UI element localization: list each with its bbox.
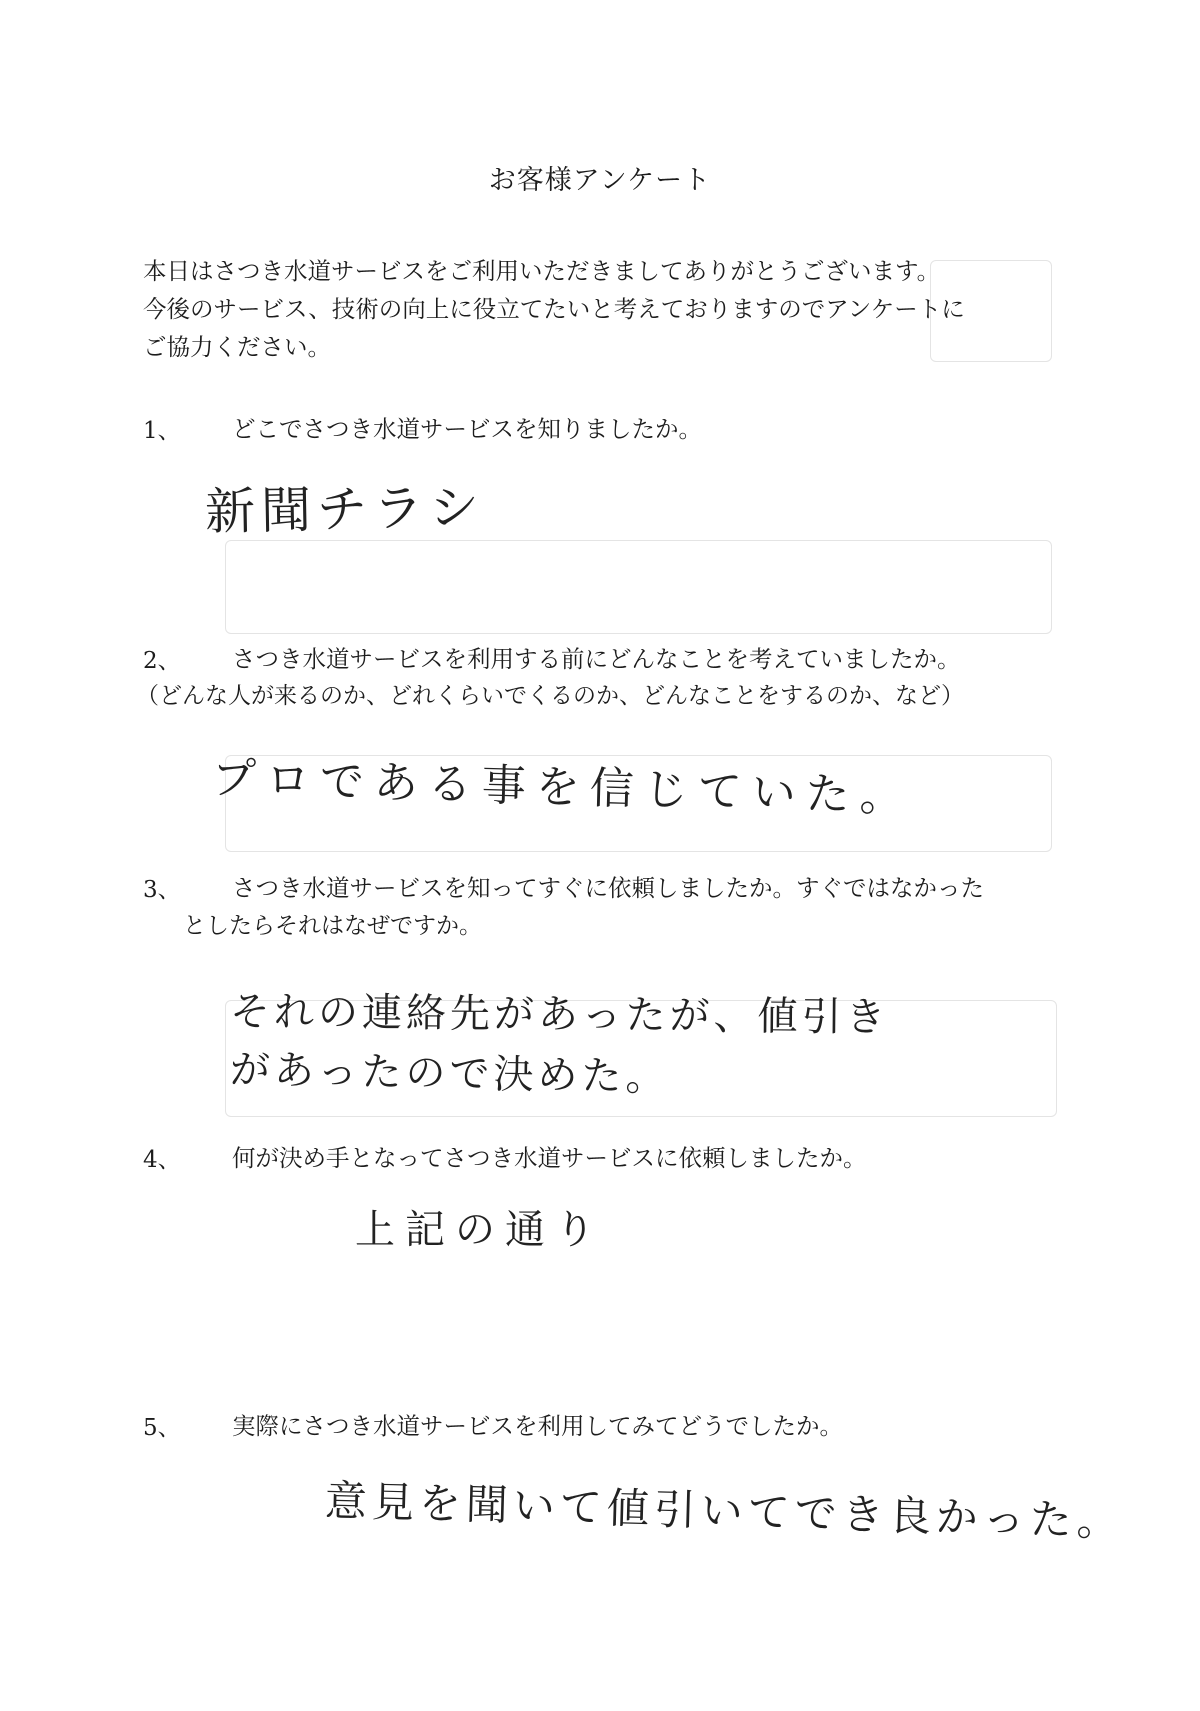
question-4-number: 4、 <box>143 1147 181 1173</box>
question-4-text: 何が決め手となってさつき水道サービスに依頼しましたか。 <box>232 1144 867 1172</box>
intro-paragraph <box>143 252 1063 366</box>
question-1-number: 1、 <box>143 418 181 444</box>
question-2-text: さつき水道サービスを利用する前にどんなことを考えていましたか。 <box>232 645 961 673</box>
intro-line: 本日はさつき水道サービスをご利用いただきましてありがとうございます。 <box>143 257 941 285</box>
page-title: お客様アンケート <box>488 165 712 196</box>
intro-line: 今後のサービス、技術の向上に役立てたいと考えておりますのでアンケートに <box>143 295 965 323</box>
intro-line: ご協力ください。 <box>143 333 331 361</box>
question-3-answer-line-1: それの連絡先があったが、値引き <box>229 989 890 1041</box>
question-5-text: 実際にさつき水道サービスを利用してみてどうでしたか。 <box>232 1412 843 1440</box>
question-1-text: どこでさつき水道サービスを知りましたか。 <box>232 415 702 443</box>
question-3-subtext: としたらそれはなぜですか。 <box>183 913 482 939</box>
question-2-answer: プロである事を信じていた。 <box>211 753 915 823</box>
question-3-text: さつき水道サービスを知ってすぐに依頼しましたか。すぐではなかった <box>232 874 984 902</box>
question-4-answer: 上記の通り <box>355 1207 605 1253</box>
question-1-answer: 新聞チラシ <box>204 478 486 541</box>
bleed-through-box <box>225 540 1052 634</box>
question-2-subtext: （どんな人が来るのか、どれくらいでくるのか、どんなことをするのか、など） <box>136 683 964 709</box>
question-3-number: 3、 <box>143 877 181 903</box>
question-2-number: 2、 <box>143 648 181 674</box>
question-5-answer: 意見を聞いて値引いてでき良かった。 <box>324 1476 1125 1546</box>
question-3-answer-line-2: があったので決めた。 <box>229 1047 670 1101</box>
question-5-number: 5、 <box>143 1415 181 1441</box>
